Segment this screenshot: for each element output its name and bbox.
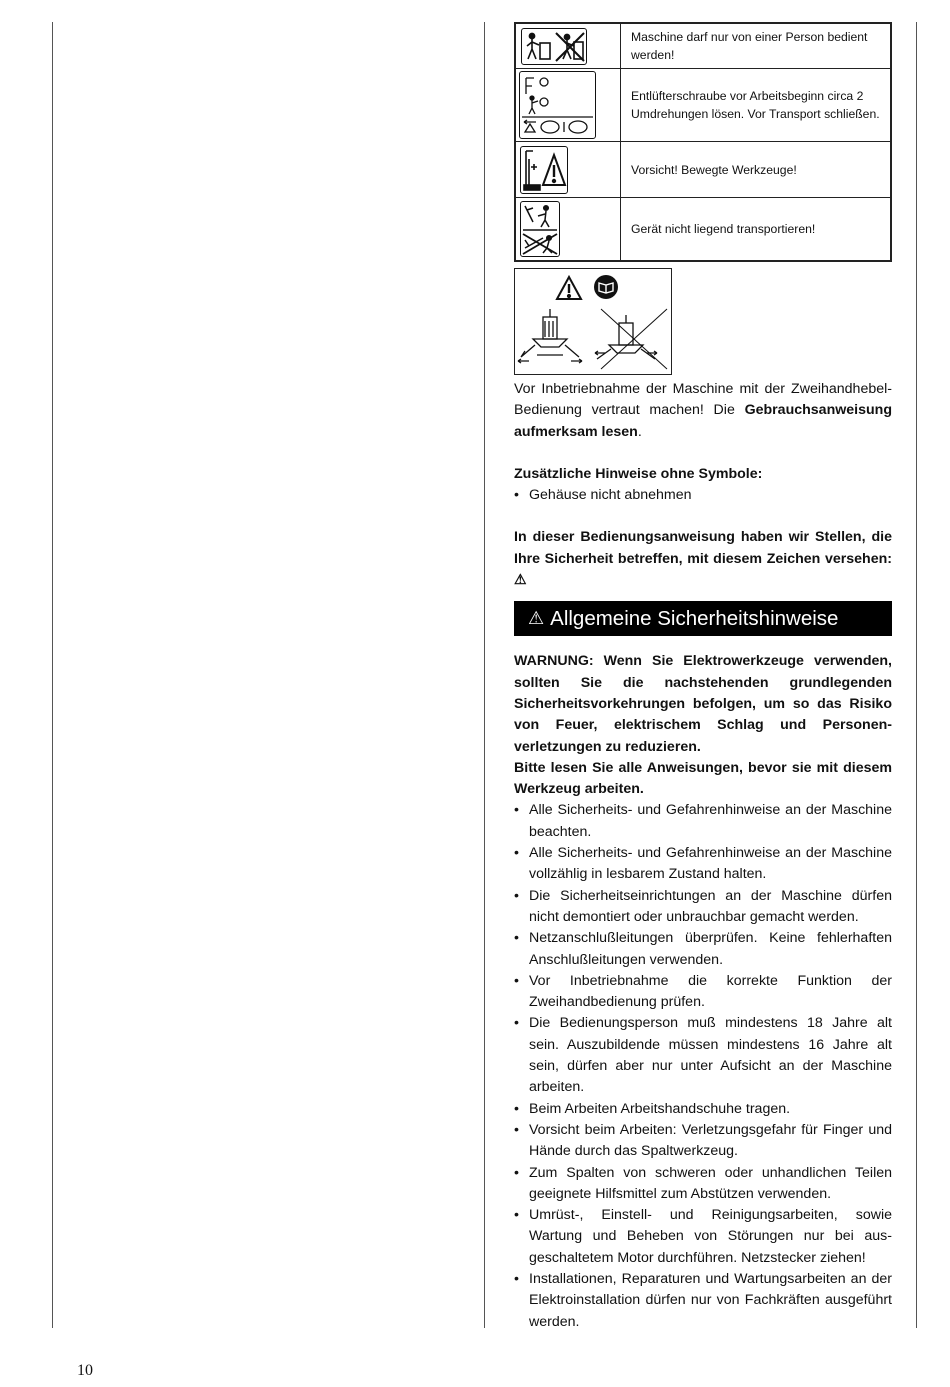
list-item: • Vorsicht beim Arbeiten: Verletzungsgefahr für Finger und Hände durch das Spaltwerkzeug. <box>514 1120 892 1163</box>
moving-tools-warning-icon <box>515 142 621 198</box>
symbol-text: Vorsicht! Bewegte Werkzeuge! <box>621 142 892 198</box>
symbol-text: Entlüfterschraube vor Arbeitsbeginn circa 2 Umdrehungen lösen. Vor Transport schließen. <box>621 69 892 142</box>
list-item: • Gehäuse nicht abnehmen <box>514 485 892 506</box>
right-margin-line <box>916 22 917 1328</box>
additional-heading: Zusätzliche Hinweise ohne Symbole: <box>514 465 763 482</box>
section-title: Allgemeine Sicherheitshinweise <box>550 606 839 630</box>
intro-text: Vor Inbetriebnahme der Maschine mit der Zweihandhebel-Bedienung vertraut machen! Die <box>514 381 892 419</box>
symbol-text: Maschine darf nur von einer Person bedient werden! <box>621 23 892 69</box>
left-margin-line <box>52 22 53 1328</box>
read-all-paragraph: Bitte lesen Sie alle Anweisungen, bevor sie mit diesem Werkzeug arbeiten. <box>514 759 892 798</box>
list-item: • Alle Sicherheits- und Gefahrenhinweise an der Maschine beachten. <box>514 800 892 843</box>
page-number: 10 <box>77 1362 93 1379</box>
warning-paragraph: WARNUNG: Wenn Sie Elektrowerkzeuge verwenden, sollten Sie die nachstehenden grundlegenden Sicherheitsvorkehrungen befolgen, um so das Risiko von Feuer, elektrischem Schlag und Personenverletzungen zu reduzieren. <box>514 653 892 755</box>
symbol-table <box>514 22 892 262</box>
list-item: • Installationen, Reparaturen und Wartungsarbeiten an der Elektroinstallation dürfen nur von Fachkräften ausgeführt werden. <box>514 1269 892 1333</box>
safety-note: In dieser Bedienungsanweisung haben wir Stellen, die Ihre Sicherheit betreffen, mit diesem Zeichen versehen: ⚠ <box>514 529 892 589</box>
list-item: • Die Bedienungsperson muß mindestens 18 Jahre alt sein. Auszubildende müssen mindestens 16 Jahre alt sein, dürfen aber nur unter Aufsicht an der Maschine arbeiten. <box>514 1013 892 1098</box>
list-item: • Die Sicherheitseinrichtungen an der Maschine dürfen nicht demontiert oder unbrauchbar gemacht werden. <box>514 886 892 929</box>
intro-bold: Gebrauchsanweisung aufmerksam lesen <box>514 402 892 440</box>
symbol-row <box>515 23 891 69</box>
list-item: • Umrüst-, Einstell- und Reinigungsarbeiten, sowie Wartung und Beheben von Störungen nur bei ausgeschaltetem Motor durchführen. Netzstecker ziehen! <box>514 1205 892 1269</box>
list-item: • Zum Spalten von schweren oder unhandlichen Teilen geeignete Hilfsmittel zum Abstützen verwenden. <box>514 1163 892 1206</box>
symbol-row <box>515 69 891 142</box>
symbol-row <box>515 198 891 262</box>
vent-screw-icon <box>515 69 621 142</box>
two-hand-operation-manual-icon <box>514 268 672 375</box>
list-item: • Vor Inbetriebnahme die korrekte Funktion der Zweihandbedienung prüfen. <box>514 971 892 1014</box>
list-item: • Alle Sicherheits- und Gefahrenhinweise an der Maschine vollzählig in lesbarem Zustand halten. <box>514 843 892 886</box>
list-item: • Netzanschlußleitungen überprüfen. Keine fehlerhaften Anschlußleitungen verwenden. <box>514 928 892 971</box>
right-column <box>514 22 892 1333</box>
symbol-row <box>515 142 891 198</box>
one-person-operation-icon <box>515 23 621 69</box>
intro-end: . <box>637 423 642 440</box>
no-lying-transport-icon <box>515 198 621 262</box>
section-banner <box>514 601 892 636</box>
symbol-text: Gerät nicht liegend transportieren! <box>621 198 892 262</box>
center-column-divider <box>484 22 485 1328</box>
additional-list <box>514 485 892 506</box>
intro-paragraph <box>514 379 892 443</box>
safety-rules-list <box>514 800 892 1332</box>
list-item: • Beim Arbeiten Arbeitshandschuhe tragen. <box>514 1099 892 1120</box>
warning-triangle-icon: ⚠ <box>528 608 545 629</box>
